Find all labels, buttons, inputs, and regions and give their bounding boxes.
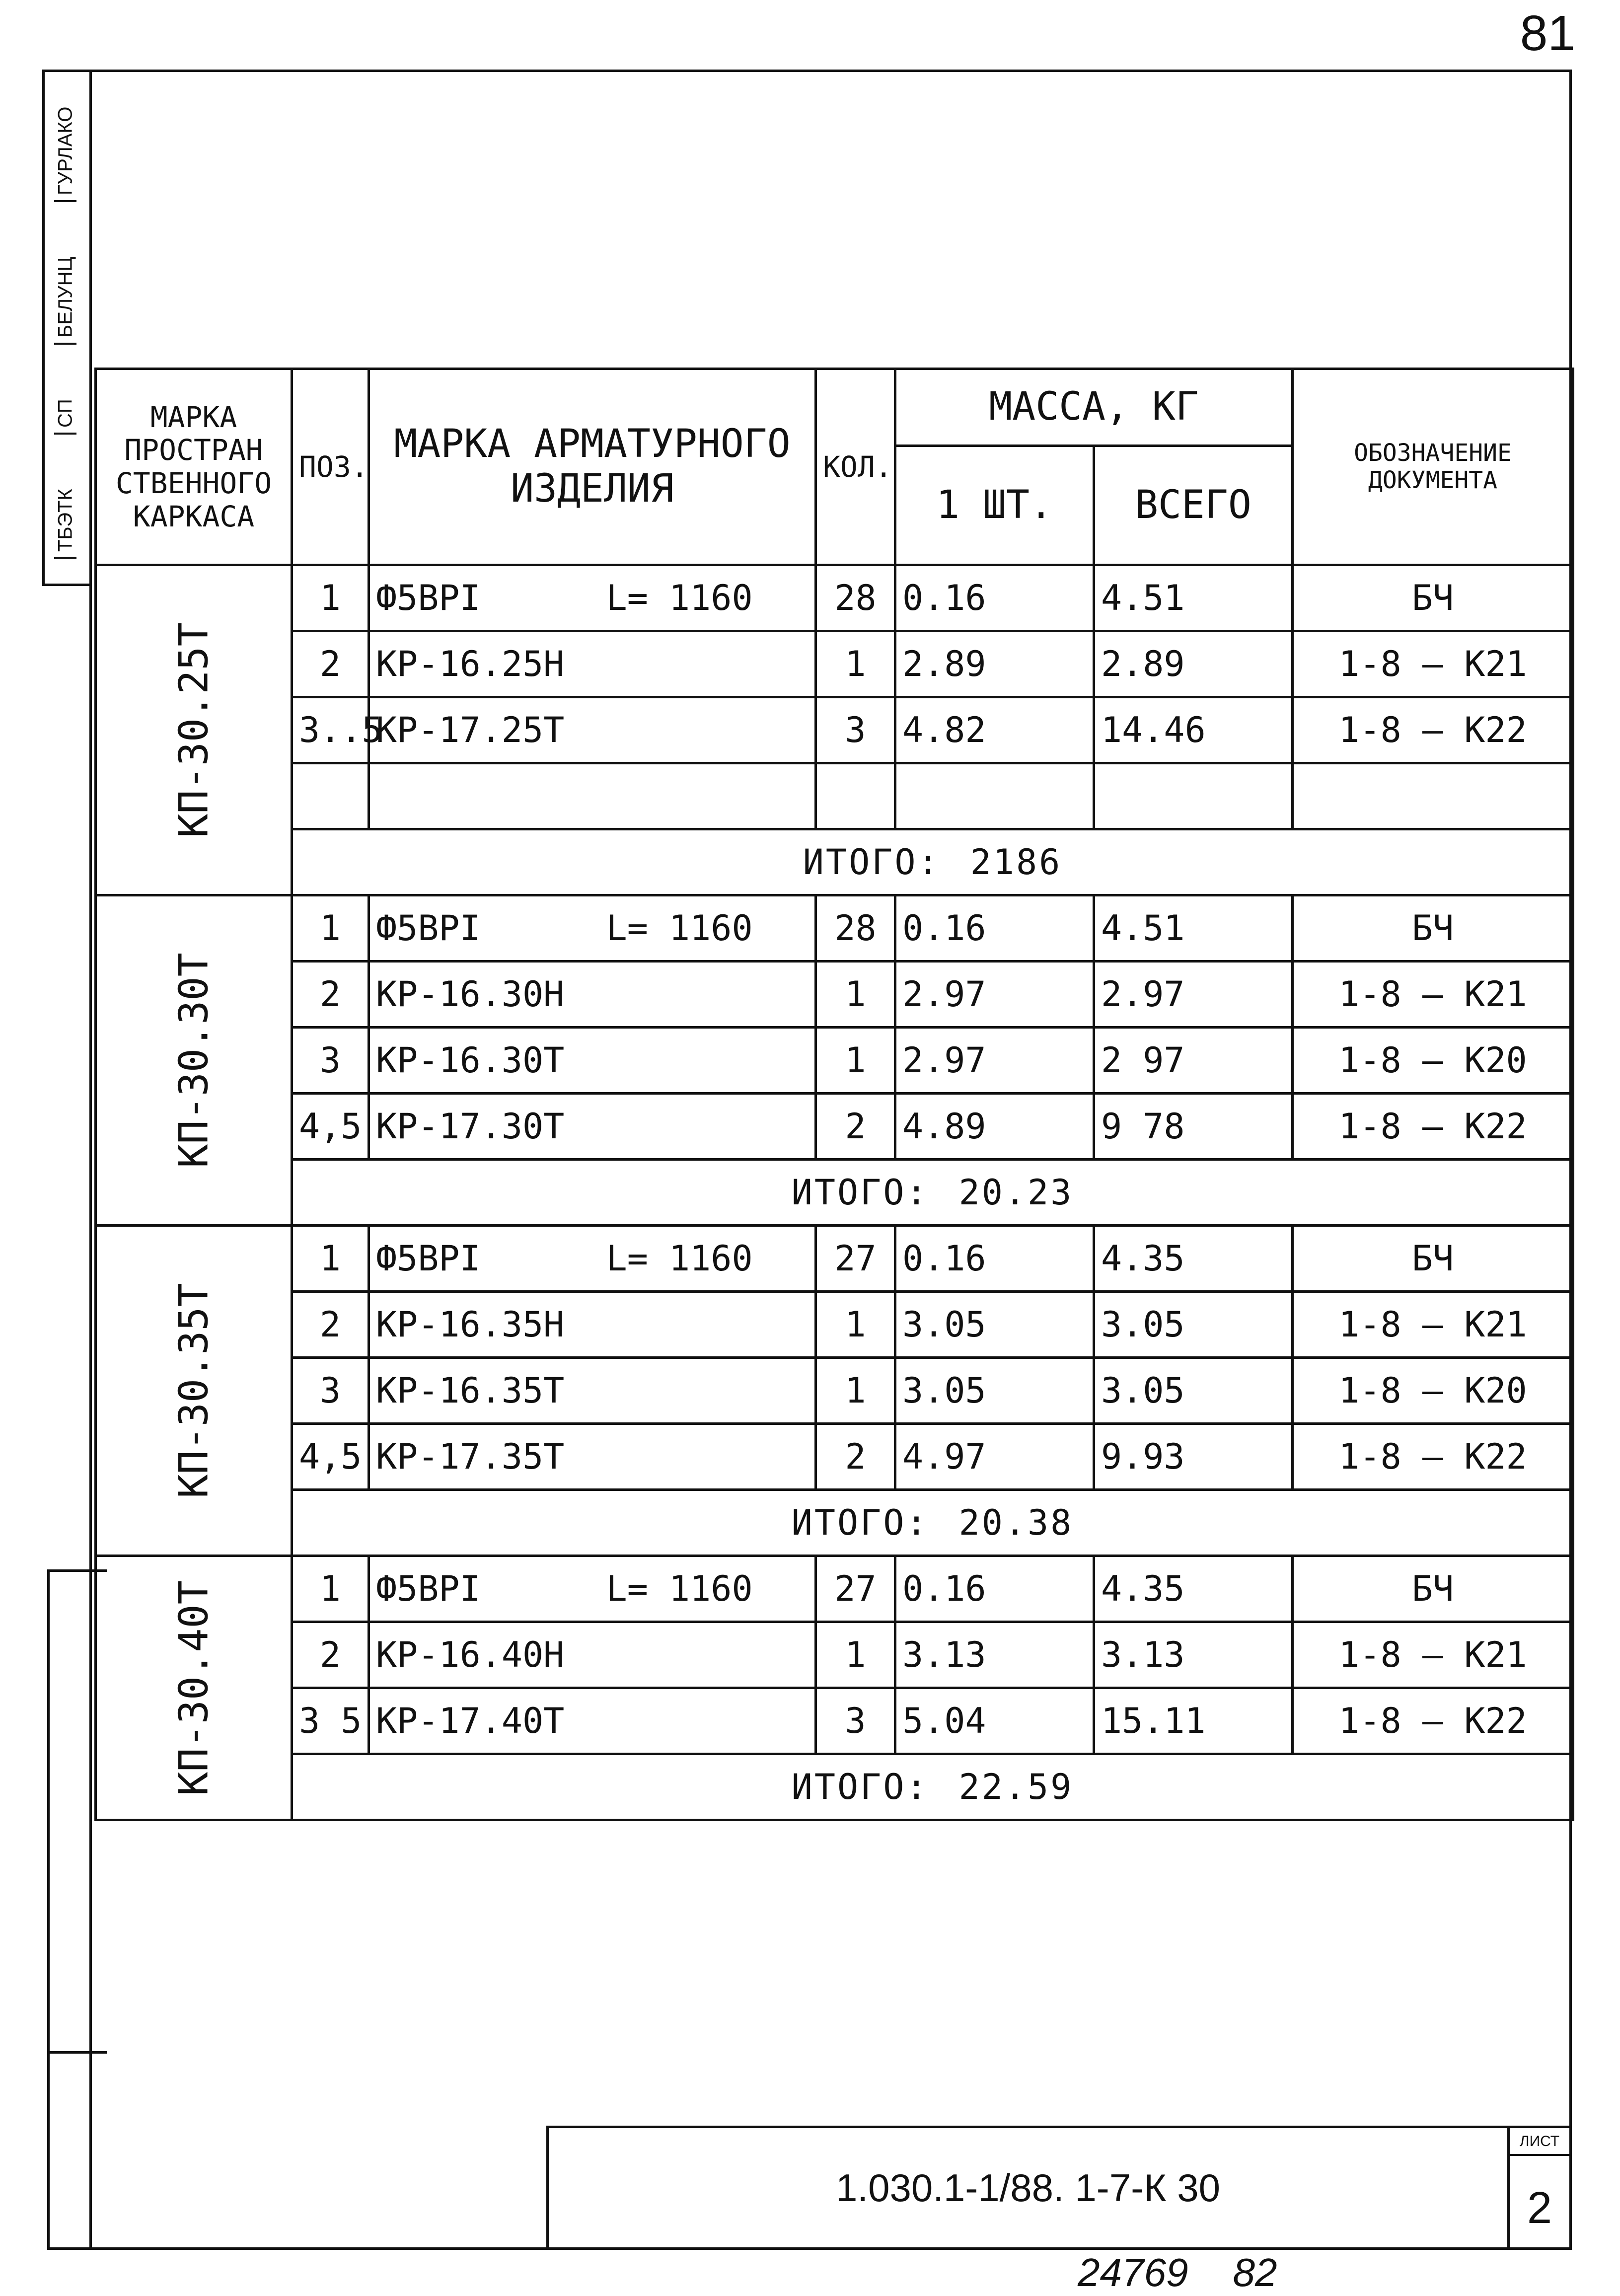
item-mark-cell: Ф5ВРI L= 1160: [369, 565, 816, 631]
document-cell: БЧ: [1293, 895, 1573, 962]
group-total-row: [96, 1754, 1573, 1820]
margin-stamp-field: ГУРЛАКО: [55, 102, 77, 202]
item-mark-cell: КР-17.35Т: [369, 1424, 816, 1490]
total-label: ИТОГО:: [791, 1172, 929, 1213]
pos-cell: 1: [292, 895, 369, 962]
table-row: [96, 1556, 1573, 1622]
qty-cell: 1: [816, 1358, 895, 1424]
mass-one-cell: 4.89: [895, 1094, 1094, 1160]
mass-total-cell: 2 97: [1094, 1028, 1293, 1094]
group-total-cell: [292, 1490, 1573, 1556]
document-cell: 1-8 — К22: [1293, 697, 1573, 763]
item-mark-cell: КР-17.30Т: [369, 1094, 816, 1160]
mass-total-cell: 9.93: [1094, 1424, 1293, 1490]
mass-one-cell: 3.05: [895, 1358, 1094, 1424]
table-row: [96, 631, 1573, 697]
pos-cell: 4,5: [292, 1094, 369, 1160]
qty-cell: 3: [816, 1688, 895, 1754]
specification-table: [94, 368, 1574, 1821]
qty-cell: [816, 763, 895, 829]
title-block-designation: 1.030.1-1/88. 1-7-К 30: [546, 2126, 1510, 2250]
table-row: [96, 697, 1573, 763]
document-cell: 1-8 — К21: [1293, 631, 1573, 697]
qty-cell: 28: [816, 565, 895, 631]
header-pos: ПОЗ.: [292, 369, 369, 565]
sheet-label: ЛИСТ: [1510, 2133, 1569, 2156]
item-mark-cell: КР-16.40Н: [369, 1622, 816, 1688]
document-cell: 1-8 — К20: [1293, 1358, 1573, 1424]
frame-mark: КП-30.25Т: [170, 622, 217, 838]
pos-cell: 1: [292, 565, 369, 631]
header-qty: КОЛ.: [816, 369, 895, 565]
total-label: ИТОГО:: [803, 842, 941, 883]
qty-cell: 1: [816, 1292, 895, 1358]
item-mark-cell: [369, 763, 816, 829]
pos-cell: 2: [292, 631, 369, 697]
mass-total-cell: 2.97: [1094, 962, 1293, 1028]
specification-body: [96, 565, 1573, 1820]
inventory-number: [1078, 2250, 1277, 2296]
margin-stamp-field: СП: [55, 394, 77, 435]
qty-cell: 2: [816, 1094, 895, 1160]
header-mass-one: 1 ШТ.: [895, 446, 1094, 565]
table-row: [96, 1424, 1573, 1490]
group-total-cell: [292, 1754, 1573, 1820]
mass-total-cell: 3.13: [1094, 1622, 1293, 1688]
pos-cell: 3..5: [292, 697, 369, 763]
table-row: [96, 895, 1573, 962]
qty-cell: 27: [816, 1226, 895, 1292]
header-mass: МАССА, КГ: [895, 369, 1293, 446]
item-mark-cell: Ф5ВРI L= 1160: [369, 1556, 816, 1622]
document-cell: 1-8 — К21: [1293, 1622, 1573, 1688]
pos-cell: [292, 763, 369, 829]
pos-cell: 2: [292, 962, 369, 1028]
table-row: [96, 962, 1573, 1028]
page-number: 81: [1520, 5, 1575, 61]
table-row: [96, 1292, 1573, 1358]
mass-one-cell: 2.97: [895, 1028, 1094, 1094]
table-row: [96, 1688, 1573, 1754]
mass-total-cell: 15.11: [1094, 1688, 1293, 1754]
qty-cell: 1: [816, 1028, 895, 1094]
item-mark-cell: Ф5ВРI L= 1160: [369, 895, 816, 962]
document-cell: 1-8 — К22: [1293, 1094, 1573, 1160]
inventory-copy: 82: [1233, 2250, 1277, 2295]
qty-cell: 2: [816, 1424, 895, 1490]
pos-cell: 4,5: [292, 1424, 369, 1490]
table-row: [96, 1094, 1573, 1160]
mass-one-cell: 0.16: [895, 895, 1094, 962]
mass-total-cell: 4.35: [1094, 1556, 1293, 1622]
document-cell: 1-8 — К22: [1293, 1424, 1573, 1490]
mass-total-cell: 9 78: [1094, 1094, 1293, 1160]
frame-mark: КП-30.40Т: [170, 1580, 217, 1796]
header-frame-mark: МАРКА ПРОСТРАН СТВЕННОГО КАРКАСА: [96, 369, 292, 565]
document-cell: БЧ: [1293, 565, 1573, 631]
mass-total-cell: 4.51: [1094, 565, 1293, 631]
qty-cell: 28: [816, 895, 895, 962]
frame-mark: КП-30.30Т: [170, 953, 217, 1168]
margin-stamp-field: БЕЛУНЦ: [55, 252, 77, 345]
frame-mark-cell: [96, 1226, 292, 1556]
pos-cell: 2: [292, 1292, 369, 1358]
mass-total-cell: 3.05: [1094, 1292, 1293, 1358]
pos-cell: 3: [292, 1028, 369, 1094]
frame-mark-cell: [96, 1556, 292, 1820]
group-total-cell: [292, 829, 1573, 895]
sheet-number: 2: [1527, 2183, 1552, 2233]
mass-one-cell: 4.97: [895, 1424, 1094, 1490]
table-row: [96, 565, 1573, 631]
margin-stamp: [46, 77, 85, 584]
table-row: [96, 1226, 1573, 1292]
mass-total-cell: 4.51: [1094, 895, 1293, 962]
total-value: 22.59: [958, 1767, 1074, 1807]
mass-one-cell: 0.16: [895, 1556, 1094, 1622]
total-value: 20.38: [958, 1502, 1074, 1543]
mass-total-cell: [1094, 763, 1293, 829]
mass-one-cell: 0.16: [895, 1226, 1094, 1292]
total-label: ИТОГО:: [791, 1502, 929, 1543]
group-total-row: [96, 1490, 1573, 1556]
table-row: [96, 1358, 1573, 1424]
document-cell: БЧ: [1293, 1226, 1573, 1292]
mass-one-cell: 2.97: [895, 962, 1094, 1028]
inventory-number-value: 24769: [1078, 2250, 1188, 2295]
header-document: ОБОЗНАЧЕНИЕ ДОКУМЕНТА: [1293, 369, 1573, 565]
mass-one-cell: 4.82: [895, 697, 1094, 763]
group-total-cell: [292, 1160, 1573, 1226]
mass-one-cell: 3.05: [895, 1292, 1094, 1358]
item-mark-cell: КР-17.25Т: [369, 697, 816, 763]
item-mark-cell: КР-16.25Н: [369, 631, 816, 697]
document-cell: БЧ: [1293, 1556, 1573, 1622]
table-row: [96, 763, 1573, 829]
document-cell: 1-8 — К21: [1293, 962, 1573, 1028]
header-mass-total: ВСЕГО: [1094, 446, 1293, 565]
document-cell: 1-8 — К20: [1293, 1028, 1573, 1094]
mass-one-cell: 2.89: [895, 631, 1094, 697]
total-value: 2186: [970, 842, 1062, 883]
qty-cell: 3: [816, 697, 895, 763]
mass-total-cell: 3.05: [1094, 1358, 1293, 1424]
pos-cell: 3 5: [292, 1688, 369, 1754]
document-cell: 1-8 — К21: [1293, 1292, 1573, 1358]
document-cell: 1-8 — К22: [1293, 1688, 1573, 1754]
frame-mark: КП-30.35Т: [170, 1283, 217, 1498]
item-mark-cell: КР-16.35Н: [369, 1292, 816, 1358]
item-mark-cell: КР-16.30Н: [369, 962, 816, 1028]
qty-cell: 27: [816, 1556, 895, 1622]
mass-one-cell: [895, 763, 1094, 829]
document-cell: [1293, 763, 1573, 829]
item-mark-cell: КР-16.35Т: [369, 1358, 816, 1424]
frame-mark-cell: [96, 565, 292, 895]
mass-total-cell: 14.46: [1094, 697, 1293, 763]
item-mark-cell: КР-17.40Т: [369, 1688, 816, 1754]
pos-cell: 2: [292, 1622, 369, 1688]
frame-mark-cell: [96, 895, 292, 1226]
group-total-row: [96, 1160, 1573, 1226]
pos-cell: 1: [292, 1226, 369, 1292]
mass-one-cell: 5.04: [895, 1688, 1094, 1754]
total-label: ИТОГО:: [791, 1767, 929, 1807]
pos-cell: 1: [292, 1556, 369, 1622]
header-item-mark: МАРКА АРМАТУРНОГО ИЗДЕЛИЯ: [369, 369, 816, 565]
sheet-box: [1507, 2126, 1572, 2250]
mass-total-cell: 2.89: [1094, 631, 1293, 697]
mass-total-cell: 4.35: [1094, 1226, 1293, 1292]
pos-cell: 3: [292, 1358, 369, 1424]
table-row: [96, 1028, 1573, 1094]
qty-cell: 1: [816, 1622, 895, 1688]
group-total-row: [96, 829, 1573, 895]
total-value: 20.23: [958, 1172, 1074, 1213]
margin-stamp-field: ТБЭТК: [55, 484, 77, 559]
item-mark-cell: Ф5ВРI L= 1160: [369, 1226, 816, 1292]
mass-one-cell: 3.13: [895, 1622, 1094, 1688]
qty-cell: 1: [816, 631, 895, 697]
qty-cell: 1: [816, 962, 895, 1028]
item-mark-cell: КР-16.30Т: [369, 1028, 816, 1094]
table-row: [96, 1622, 1573, 1688]
mass-one-cell: 0.16: [895, 565, 1094, 631]
